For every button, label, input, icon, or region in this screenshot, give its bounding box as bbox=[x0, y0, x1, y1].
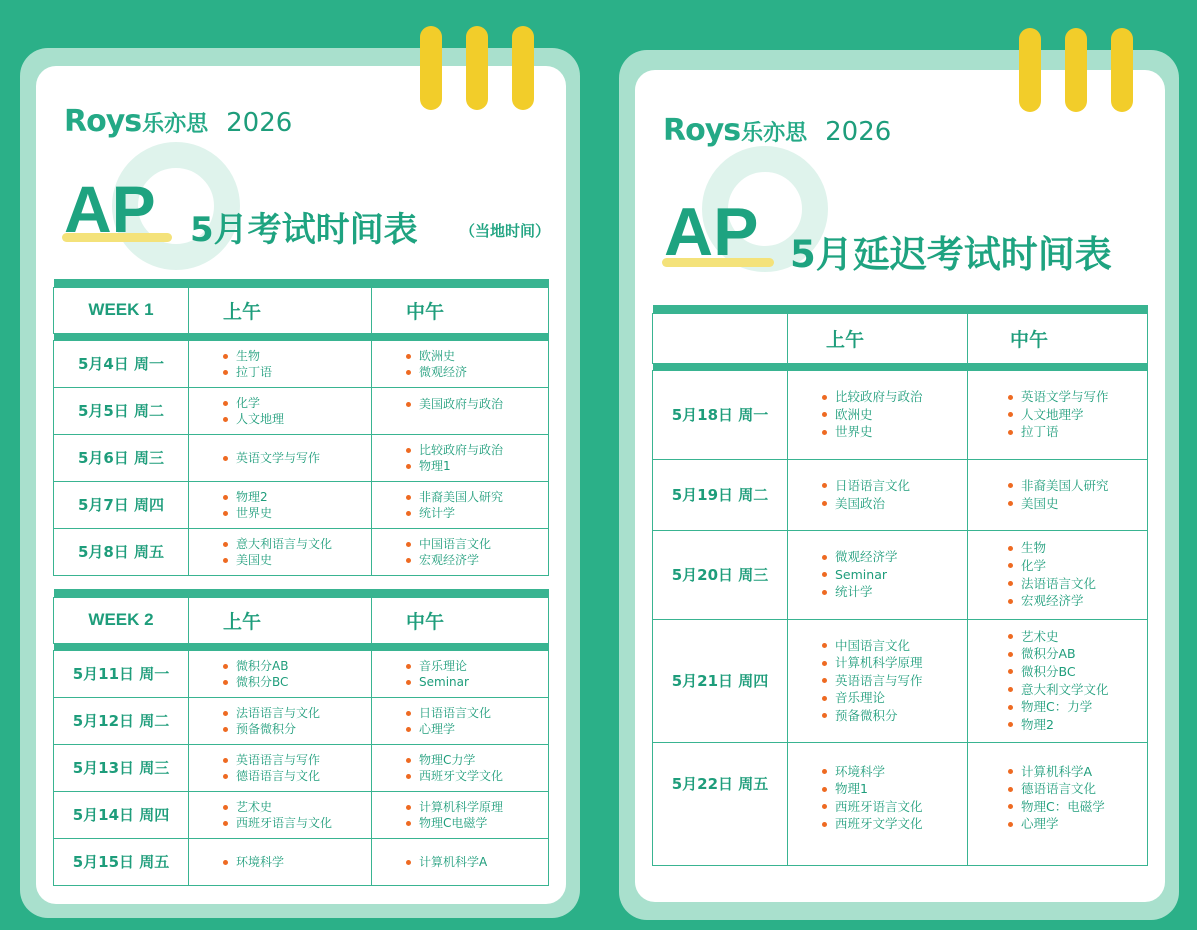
exam-item: 生物 bbox=[223, 348, 371, 364]
date-cell: 5月6日 周三 bbox=[54, 434, 189, 481]
noon-exams bbox=[372, 697, 549, 744]
binder-ring bbox=[466, 26, 488, 110]
date-cell: 5月12日 周二 bbox=[54, 697, 189, 744]
binder-ring bbox=[420, 26, 442, 110]
exam-item: 英语文学与写作 bbox=[1008, 388, 1147, 406]
exam-item: Seminar bbox=[822, 566, 967, 584]
exam-item: 人文地理学 bbox=[1008, 406, 1147, 424]
am-header: 上午 bbox=[788, 313, 968, 363]
am-exams bbox=[189, 340, 372, 387]
am-exams bbox=[788, 530, 968, 619]
exam-item: 预备微积分 bbox=[223, 721, 371, 737]
exam-item: 英语文学与写作 bbox=[223, 450, 371, 466]
exam-item: 艺术史 bbox=[223, 799, 371, 815]
page-title: 5月考试时间表 bbox=[190, 210, 418, 250]
page-title: 5月延迟考试时间表 bbox=[790, 233, 1112, 276]
exam-item: 音乐理论 bbox=[822, 689, 967, 707]
ap-title: AP bbox=[664, 194, 759, 270]
exam-item: 人文地理 bbox=[223, 411, 371, 427]
exam-item: 宏观经济学 bbox=[406, 552, 548, 568]
am-exams bbox=[788, 619, 968, 742]
noon-exams bbox=[968, 530, 1148, 619]
exam-item: 非裔美国人研究 bbox=[1008, 477, 1147, 495]
exam-item: 物理1 bbox=[822, 780, 967, 798]
exam-item: 英语语言与写作 bbox=[223, 752, 371, 768]
am-exams bbox=[189, 528, 372, 575]
date-cell: 5月8日 周五 bbox=[54, 528, 189, 575]
year: 2026 bbox=[825, 117, 892, 147]
noon-exams bbox=[968, 742, 1148, 865]
exam-item: 日语语言文化 bbox=[406, 705, 548, 721]
exam-item: 英语语言与写作 bbox=[822, 672, 967, 690]
exam-item: 拉丁语 bbox=[1008, 423, 1147, 441]
date-cell: 5月5日 周二 bbox=[54, 387, 189, 434]
exam-item: 微积分AB bbox=[1008, 645, 1147, 663]
noon-exams bbox=[372, 340, 549, 387]
exam-item: 物理1 bbox=[406, 458, 548, 474]
exam-item: 西班牙文学文化 bbox=[406, 768, 548, 784]
exam-item: 比较政府与政治 bbox=[822, 388, 967, 406]
noon-exams bbox=[372, 434, 549, 481]
exam-item: 美国政治 bbox=[822, 495, 967, 513]
am-exams bbox=[788, 742, 968, 865]
exam-item: 世界史 bbox=[822, 423, 967, 441]
noon-exams bbox=[372, 387, 549, 434]
exam-item: 中国语言文化 bbox=[822, 637, 967, 655]
exam-item: 中国语言文化 bbox=[406, 536, 548, 552]
exam-item: 比较政府与政治 bbox=[406, 442, 548, 458]
exam-item: 日语语言文化 bbox=[822, 477, 967, 495]
date-cell: 5月21日 周四 bbox=[653, 619, 788, 742]
exam-item: 计算机科学原理 bbox=[406, 799, 548, 815]
binder-ring bbox=[1019, 28, 1041, 112]
exam-item: 法语语言文化 bbox=[1008, 575, 1147, 593]
year: 2026 bbox=[226, 108, 293, 138]
noon-exams bbox=[372, 744, 549, 791]
exam-item: 心理学 bbox=[1008, 815, 1147, 833]
noon-header: 中午 bbox=[372, 597, 549, 643]
date-cell: 5月22日 周五 bbox=[653, 742, 788, 865]
exam-item: 微积分AB bbox=[223, 658, 371, 674]
exam-item: 西班牙语言文化 bbox=[822, 798, 967, 816]
exam-item: 非裔美国人研究 bbox=[406, 489, 548, 505]
week-label: WEEK 1 bbox=[54, 287, 189, 333]
exam-item: 预备微积分 bbox=[822, 707, 967, 725]
exam-item: 化学 bbox=[223, 395, 371, 411]
exam-item: 物理C力学 bbox=[406, 752, 548, 768]
noon-exams bbox=[968, 370, 1148, 459]
noon-exams bbox=[372, 481, 549, 528]
week1-table bbox=[53, 279, 549, 576]
binder-ring bbox=[1111, 28, 1133, 112]
exam-item: 美国史 bbox=[223, 552, 371, 568]
exam-item: 意大利文学文化 bbox=[1008, 681, 1147, 699]
empty-header bbox=[653, 313, 788, 363]
exam-item: 物理C：力学 bbox=[1008, 698, 1147, 716]
noon-exams bbox=[968, 459, 1148, 530]
noon-exams bbox=[372, 650, 549, 697]
exam-item: 物理C：电磁学 bbox=[1008, 798, 1147, 816]
exam-item: 计算机科学A bbox=[406, 854, 548, 870]
brand-logo: Roys 乐亦思 2026 bbox=[663, 113, 892, 148]
delayed-exam-table bbox=[652, 305, 1148, 866]
exam-item: 环境科学 bbox=[223, 854, 371, 870]
local-time-note: （当地时间） bbox=[460, 222, 551, 240]
date-cell: 5月18日 周一 bbox=[653, 370, 788, 459]
exam-item: 环境科学 bbox=[822, 763, 967, 781]
am-exams bbox=[189, 650, 372, 697]
am-exams bbox=[189, 838, 372, 885]
exam-item: 物理2 bbox=[1008, 716, 1147, 734]
week2-table bbox=[53, 589, 549, 886]
exam-item: 物理C电磁学 bbox=[406, 815, 548, 831]
exam-item: 音乐理论 bbox=[406, 658, 548, 674]
exam-item: 物理2 bbox=[223, 489, 371, 505]
noon-header: 中午 bbox=[372, 287, 549, 333]
am-exams bbox=[189, 744, 372, 791]
date-cell: 5月13日 周三 bbox=[54, 744, 189, 791]
exam-item: 意大利语言与文化 bbox=[223, 536, 371, 552]
am-exams bbox=[189, 387, 372, 434]
am-exams bbox=[189, 791, 372, 838]
am-header: 上午 bbox=[189, 287, 372, 333]
exam-item: 世界史 bbox=[223, 505, 371, 521]
exam-item: 统计学 bbox=[406, 505, 548, 521]
date-cell: 5月4日 周一 bbox=[54, 340, 189, 387]
exam-item: 化学 bbox=[1008, 557, 1147, 575]
date-cell: 5月15日 周五 bbox=[54, 838, 189, 885]
exam-item: 统计学 bbox=[822, 583, 967, 601]
exam-item: 美国史 bbox=[1008, 495, 1147, 513]
noon-header: 中午 bbox=[968, 313, 1148, 363]
noon-exams bbox=[372, 838, 549, 885]
am-exams bbox=[788, 459, 968, 530]
exam-item: 德语语言文化 bbox=[1008, 780, 1147, 798]
ap-title: AP bbox=[64, 172, 156, 246]
week-label: WEEK 2 bbox=[54, 597, 189, 643]
date-cell: 5月11日 周一 bbox=[54, 650, 189, 697]
binder-ring bbox=[512, 26, 534, 110]
exam-item: 美国政府与政治 bbox=[406, 396, 548, 412]
date-cell: 5月7日 周四 bbox=[54, 481, 189, 528]
exam-item: 心理学 bbox=[406, 721, 548, 737]
am-header: 上午 bbox=[189, 597, 372, 643]
am-exams bbox=[788, 370, 968, 459]
exam-item: 西班牙文学文化 bbox=[822, 815, 967, 833]
binder-ring bbox=[1065, 28, 1087, 112]
brand-logo: Roys 乐亦思 2026 bbox=[64, 104, 293, 139]
noon-exams bbox=[372, 528, 549, 575]
noon-exams bbox=[968, 619, 1148, 742]
exam-item: 艺术史 bbox=[1008, 628, 1147, 646]
exam-item: 欧洲史 bbox=[406, 348, 548, 364]
exam-item: 生物 bbox=[1008, 539, 1147, 557]
exam-item: 宏观经济学 bbox=[1008, 592, 1147, 610]
exam-item: 计算机科学A bbox=[1008, 763, 1147, 781]
exam-item: 西班牙语言与文化 bbox=[223, 815, 371, 831]
exam-item: Seminar bbox=[406, 674, 548, 690]
date-cell: 5月14日 周四 bbox=[54, 791, 189, 838]
noon-exams bbox=[372, 791, 549, 838]
exam-item: 德语语言与文化 bbox=[223, 768, 371, 784]
date-cell: 5月20日 周三 bbox=[653, 530, 788, 619]
exam-item: 微积分BC bbox=[223, 674, 371, 690]
date-cell: 5月19日 周二 bbox=[653, 459, 788, 530]
exam-item: 拉丁语 bbox=[223, 364, 371, 380]
am-exams bbox=[189, 481, 372, 528]
exam-item: 微积分BC bbox=[1008, 663, 1147, 681]
exam-item: 微观经济 bbox=[406, 364, 548, 380]
exam-item: 计算机科学原理 bbox=[822, 654, 967, 672]
am-exams bbox=[189, 434, 372, 481]
exam-item: 法语语言与文化 bbox=[223, 705, 371, 721]
am-exams bbox=[189, 697, 372, 744]
exam-item: 微观经济学 bbox=[822, 548, 967, 566]
exam-item: 欧洲史 bbox=[822, 406, 967, 424]
